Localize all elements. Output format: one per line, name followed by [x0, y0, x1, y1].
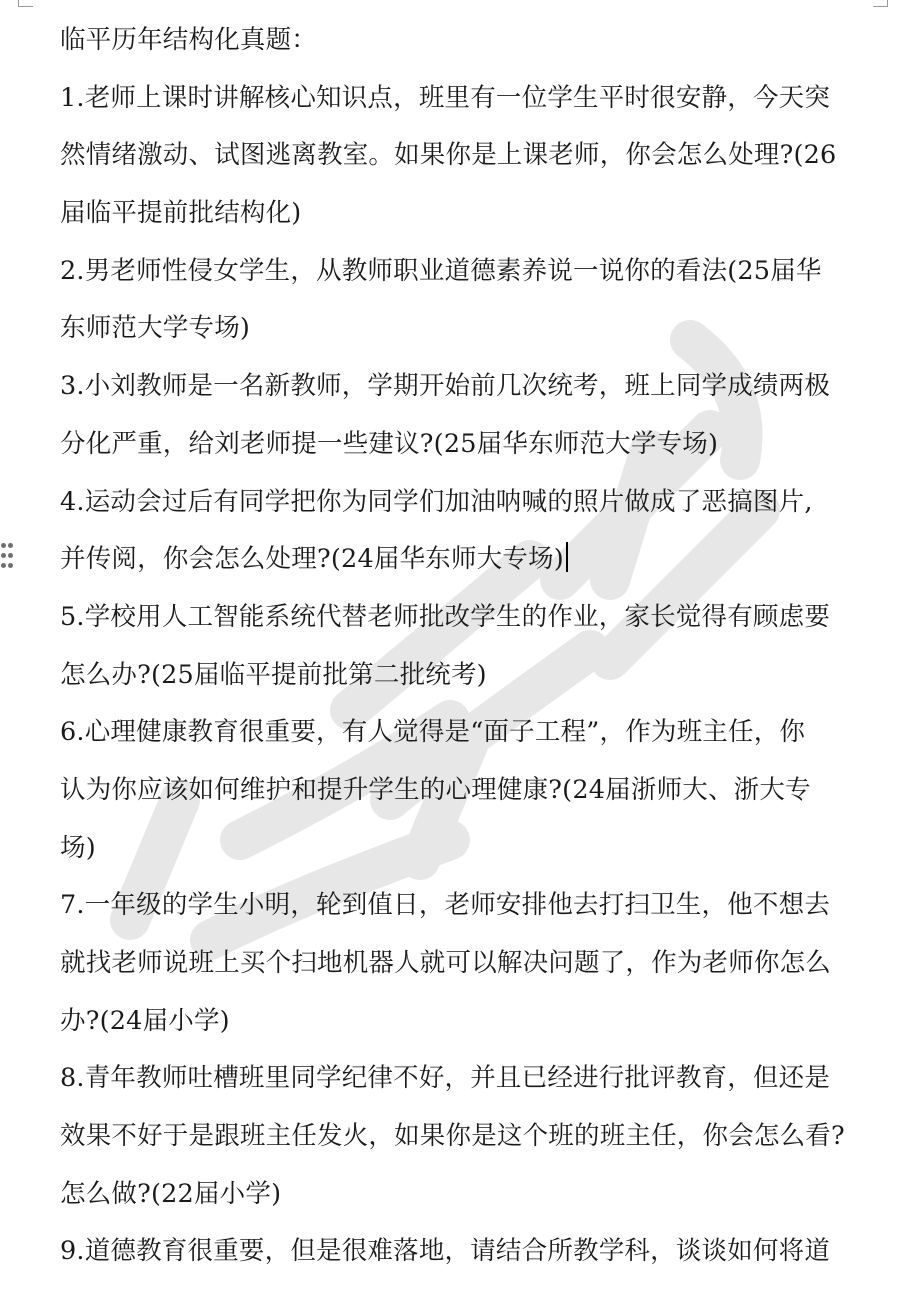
text-line: 怎么做?(22届小学)	[60, 1178, 282, 1209]
text-line: 届临平提前批结构化)	[60, 198, 302, 229]
document-body[interactable]	[60, 12, 845, 1281]
text-line: 6.心理健康教育很重要，有人觉得是“面子工程”，作为班主任，你	[60, 717, 806, 748]
text-line: 9.道德教育很重要，但是很难落地，请结合所教学科，谈谈如何将道	[60, 1236, 831, 1267]
page-corner-mark-right	[873, 0, 888, 7]
page-corner-mark-left	[18, 0, 33, 7]
text-line: 7.一年级的学生小明，轮到值日，老师安排他去打扫卫生，他不想去	[60, 890, 831, 921]
text-line: 8.青年教师吐槽班里同学纪律不好，并且已经进行批评教育，但还是	[60, 1063, 831, 1094]
text-line: 5.学校用人工智能系统代替老师批改学生的作业，家长觉得有顾虑要	[60, 601, 831, 632]
text-line: 分化严重，给刘老师提一些建议?(25届华东师范大学专场)	[60, 428, 719, 459]
text-line: 办?(24届小学)	[60, 1005, 230, 1036]
text-caret	[566, 542, 568, 572]
text-line: 效果不好于是跟班主任发火，如果你是这个班的班主任，你会怎么看?	[60, 1121, 845, 1152]
text-line: 2.男老师性侵女学生，从教师职业道德素养说一说你的看法(25届华	[60, 255, 822, 286]
text-line: 东师范大学专场)	[60, 313, 251, 344]
text-line: 场)	[60, 832, 96, 863]
text-line: 就找老师说班上买个扫地机器人就可以解决问题了，作为老师你怎么	[60, 948, 832, 978]
text-line: 怎么办?(25届临平提前批第二批统考)	[60, 659, 487, 690]
text-line: 4.运动会过后有同学把你为同学们加油呐喊的照片做成了恶搞图片,	[60, 486, 813, 517]
text-line: 3.小刘教师是一名新教师，学期开始前几次统考，班上同学成绩两极	[60, 371, 831, 402]
text-line-with-caret	[60, 531, 840, 589]
text-line: 然情绪激动、试图逃离教室。如果你是上课老师，你会怎么处理?(26	[60, 140, 837, 171]
text-line: 1.老师上课时讲解核心知识点，班里有一位学生平时很安静，今天突	[60, 82, 831, 113]
text-line: 认为你应该如何维护和提升学生的心理健康?(24届浙师大、浙大专	[60, 774, 811, 805]
text-line: 并传阅，你会怎么处理?(24届华东师大专场)	[60, 544, 564, 575]
drag-handle-icon[interactable]	[1, 543, 13, 573]
document-heading: 临平历年结构化真题：	[60, 25, 318, 55]
